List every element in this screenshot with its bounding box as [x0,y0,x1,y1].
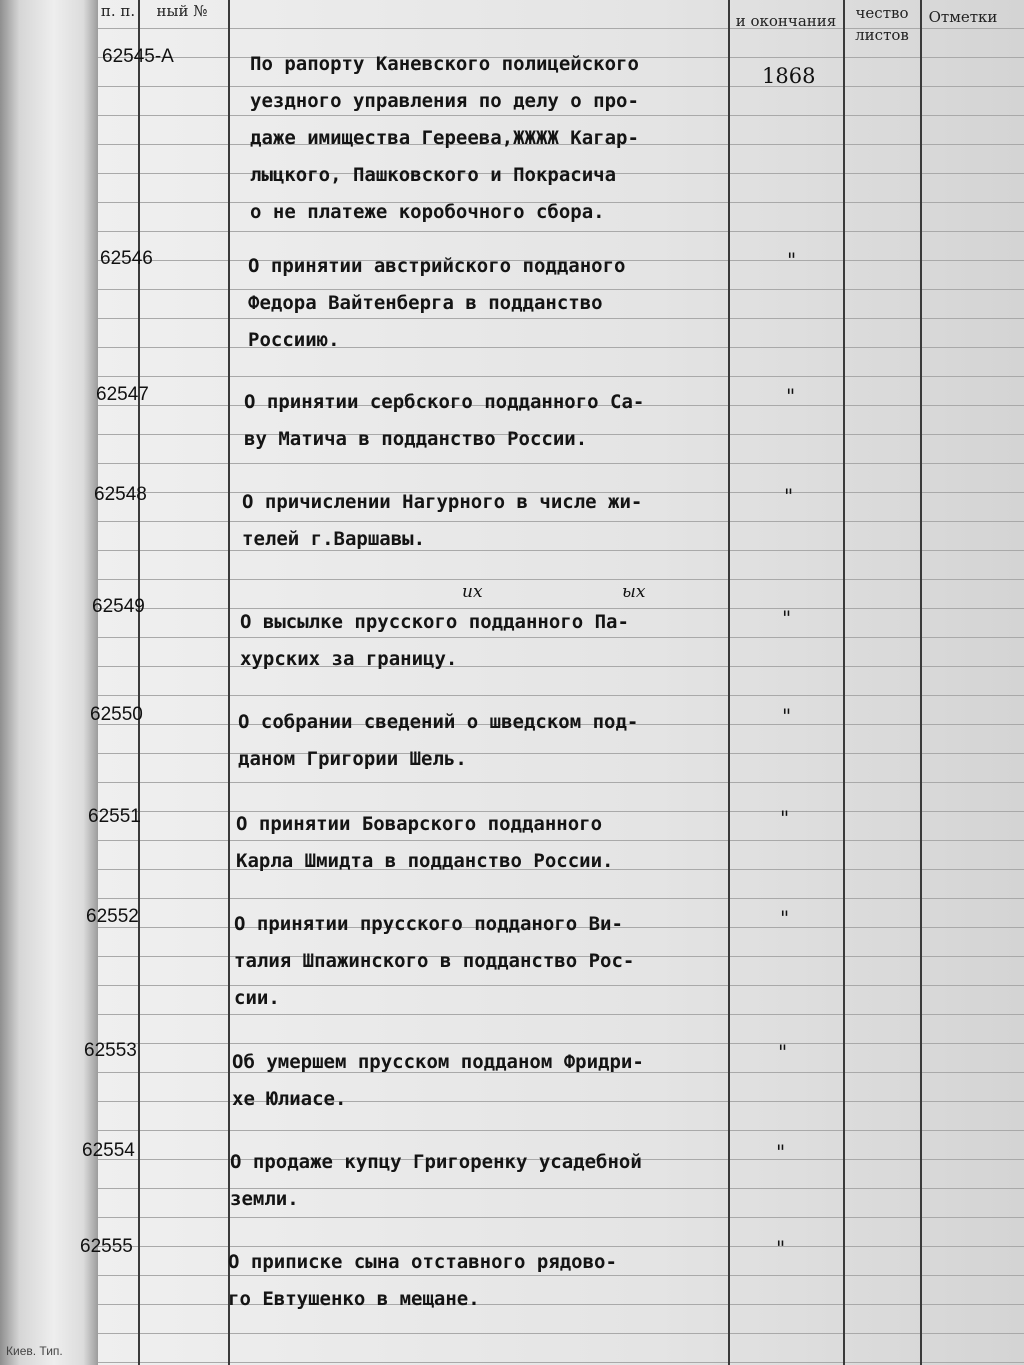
entry-number: 62551 [88,806,141,827]
header-remarks: Отметки [928,8,998,26]
entry-ditto-mark: " [780,906,790,930]
header-sheets-line2: листов [855,26,909,44]
entry-description: О принятии сербского подданного Са- ву Матича в подданство России. [244,391,645,450]
entry-number: 62545-А [102,46,174,67]
header-dates: и окончания [735,12,837,30]
entry-ditto-mark: " [776,1236,786,1260]
entry-ditto-mark: " [778,1040,788,1064]
entry-ditto-mark: " [786,384,796,408]
header-sheets-line1: чество [855,4,909,22]
entry-ditto-mark: " [787,248,797,272]
entry-number: 62553 [84,1040,137,1061]
entry-number: 62546 [100,248,153,269]
entry-ditto-mark: " [782,606,792,630]
entry-number: 62554 [82,1140,135,1161]
handwritten-correction: их [462,582,483,602]
entry-description: О высылке прусского подданного Па- хурских за границу. [240,611,629,670]
entry-number: 62549 [92,596,145,617]
entry-description: О приписке сына отставного рядово- го Евтушенко в мещане. [228,1251,617,1310]
ledger-page [80,0,1024,1365]
entry-number: 62552 [86,906,139,927]
entry-ditto-mark: " [782,704,792,728]
entry-ditto-mark: " [784,484,794,508]
entry-description: О принятии австрийского подданого Федора Вайтенберга в подданство Россиию. [248,255,626,351]
header-index: п. п. [100,2,136,20]
entry-year: 1868 [762,64,816,88]
column-rule-dates [843,0,845,1365]
column-rule-index [138,0,140,1365]
entry-description: Об умершем прусском подданом Фридри- хе Юлиасе. [232,1051,644,1110]
entry-number: 62550 [90,704,143,725]
entry-description: О продаже купцу Григоренку усадебной земли. [230,1151,642,1210]
handwritten-correction: ых [622,582,646,602]
entry-ditto-mark: " [780,806,790,830]
entry-description: О причислении Нагурного в числе жи- телей г.Варшавы. [242,491,643,550]
entry-description: О принятии Боварского подданного Карла Шмидта в подданство России. [236,813,614,872]
entry-description: О принятии прусского подданого Ви- талия Шпажинского в подданство Рос- сии. [234,913,635,1009]
entry-ditto-mark: " [776,1140,786,1164]
entry-description: О собрании сведений о шведском под- даном Григории Шель. [238,711,639,770]
column-rule-sheets [920,0,922,1365]
entry-number: 62548 [94,484,147,505]
header-number: ный № [156,2,208,20]
entry-description: По рапорту Каневского полицейского уездного управления по делу о про- даже имищества Гереева,ЖЖЖЖ Кагар- лыцкого, Пашковского и Покрасича о не платеже коробочного сбора. [250,53,639,223]
entry-number: 62555 [80,1236,133,1257]
entry-number: 62547 [96,384,149,405]
printer-footer: Киев. Тип. [6,1344,63,1358]
